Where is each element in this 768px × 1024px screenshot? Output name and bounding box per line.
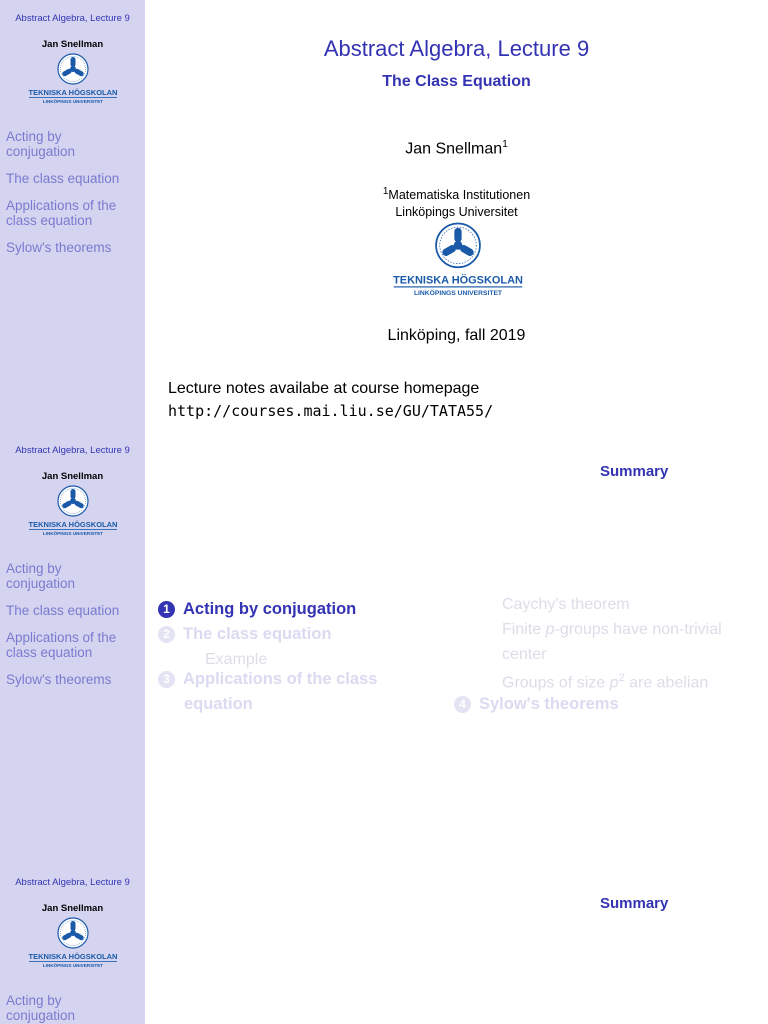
- toc-number-badge: 1: [158, 601, 175, 618]
- liu-logo-large-icon: [390, 222, 526, 298]
- sidebar-item-class-equation[interactable]: The class equation: [6, 603, 120, 618]
- frame-title: Summary: [600, 463, 669, 480]
- liu-logo-icon: [27, 485, 119, 537]
- presentation-subtitle: The Class Equation: [382, 73, 531, 90]
- toc-subitem-cauchy[interactable]: Caychy's theorem: [502, 596, 630, 613]
- toc-subitem-groups-abelian[interactable]: Groups of size $p^2$ are abelian: [502, 672, 709, 692]
- svg-text:TEKNISKA HÖGSKOLAN: TEKNISKA HÖGSKOLAN: [393, 274, 523, 287]
- svg-text:TEKNISKA HÖGSKOLAN: TEKNISKA HÖGSKOLAN: [28, 520, 118, 529]
- author-name: Jan Snellman$^1$: [405, 139, 508, 158]
- title-slide: [0, 0, 768, 432]
- toc-number-badge: 3: [158, 671, 175, 688]
- svg-text:LINKÖPINGS UNIVERSITET: LINKÖPINGS UNIVERSITET: [42, 531, 104, 536]
- svg-text:TEKNISKA HÖGSKOLAN: TEKNISKA HÖGSKOLAN: [28, 952, 118, 961]
- sidebar-nav: [6, 561, 142, 699]
- place-date: Linköping, fall 2019: [387, 327, 526, 344]
- toc-item-applications[interactable]: 3 Applications of the class equation: [158, 667, 377, 717]
- sidebar: [0, 0, 145, 432]
- sidebar-item-applications[interactable]: Applications of the class equation: [6, 630, 117, 660]
- summary-slide: [0, 432, 768, 864]
- sidebar: [0, 864, 145, 1024]
- course-homepage-link[interactable]: http://courses.mai.liu.se/GU/TATA55/: [168, 402, 494, 420]
- toc-item-acting-by-conjugation[interactable]: 1 Acting by conjugation: [158, 597, 356, 622]
- toc-number-badge: 4: [454, 696, 471, 713]
- sidebar-author: Jan Snellman: [41, 903, 104, 914]
- sidebar-item-sylows-theorems[interactable]: Sylow's theorems: [6, 672, 112, 687]
- institute: $^1$Matematiska Institutionen Linköpings Universitet: [382, 186, 531, 220]
- sidebar-nav: [6, 129, 142, 267]
- sidebar-item-acting-by-conjugation[interactable]: Acting by conjugation: [6, 561, 76, 591]
- svg-text:LINKÖPINGS UNIVERSITET: LINKÖPINGS UNIVERSITET: [413, 290, 503, 298]
- sidebar-nav: [6, 993, 142, 1024]
- sidebar-item-acting-by-conjugation[interactable]: Acting by conjugation: [6, 993, 76, 1023]
- svg-text:LINKÖPINGS UNIVERSITET: LINKÖPINGS UNIVERSITET: [42, 99, 104, 104]
- svg-text:TEKNISKA HÖGSKOLAN: TEKNISKA HÖGSKOLAN: [28, 88, 118, 97]
- sidebar-item-sylows-theorems[interactable]: Sylow's theorems: [6, 240, 112, 255]
- toc-item-class-equation[interactable]: 2 The class equation: [158, 622, 332, 647]
- sidebar-title[interactable]: Abstract Algebra, Lecture 9: [15, 877, 130, 888]
- summary-slide-2: [0, 864, 768, 1024]
- frame-title: Summary: [600, 895, 669, 912]
- lecture-notes-info: [168, 377, 493, 423]
- sidebar-title[interactable]: Abstract Algebra, Lecture 9: [15, 445, 130, 456]
- toc-subitem-example[interactable]: Example: [205, 651, 268, 668]
- toc-item-sylows-theorems[interactable]: 4 Sylow's theorems: [454, 692, 619, 717]
- sidebar-item-acting-by-conjugation[interactable]: Acting by conjugation: [6, 129, 76, 159]
- sidebar-author: Jan Snellman: [41, 471, 104, 482]
- liu-logo-icon: [27, 917, 119, 969]
- toc-number-badge: 2: [158, 626, 175, 643]
- sidebar-title[interactable]: Abstract Algebra, Lecture 9: [15, 13, 130, 24]
- sidebar-author: Jan Snellman: [41, 39, 104, 50]
- toc-subitem-finite-p-groups[interactable]: Finite p-groups have non-trivial: [502, 621, 722, 638]
- sidebar: [0, 432, 145, 864]
- presentation-title: Abstract Algebra, Lecture 9: [323, 36, 590, 61]
- sidebar-item-applications[interactable]: Applications of the class equation: [6, 198, 117, 228]
- sidebar-item-class-equation[interactable]: The class equation: [6, 171, 120, 186]
- notes-line: Lecture notes availabe at course homepage: [168, 380, 480, 397]
- toc-subitem-center: center: [502, 646, 547, 663]
- svg-text:LINKÖPINGS UNIVERSITET: LINKÖPINGS UNIVERSITET: [42, 963, 104, 968]
- liu-logo-icon: [27, 53, 119, 105]
